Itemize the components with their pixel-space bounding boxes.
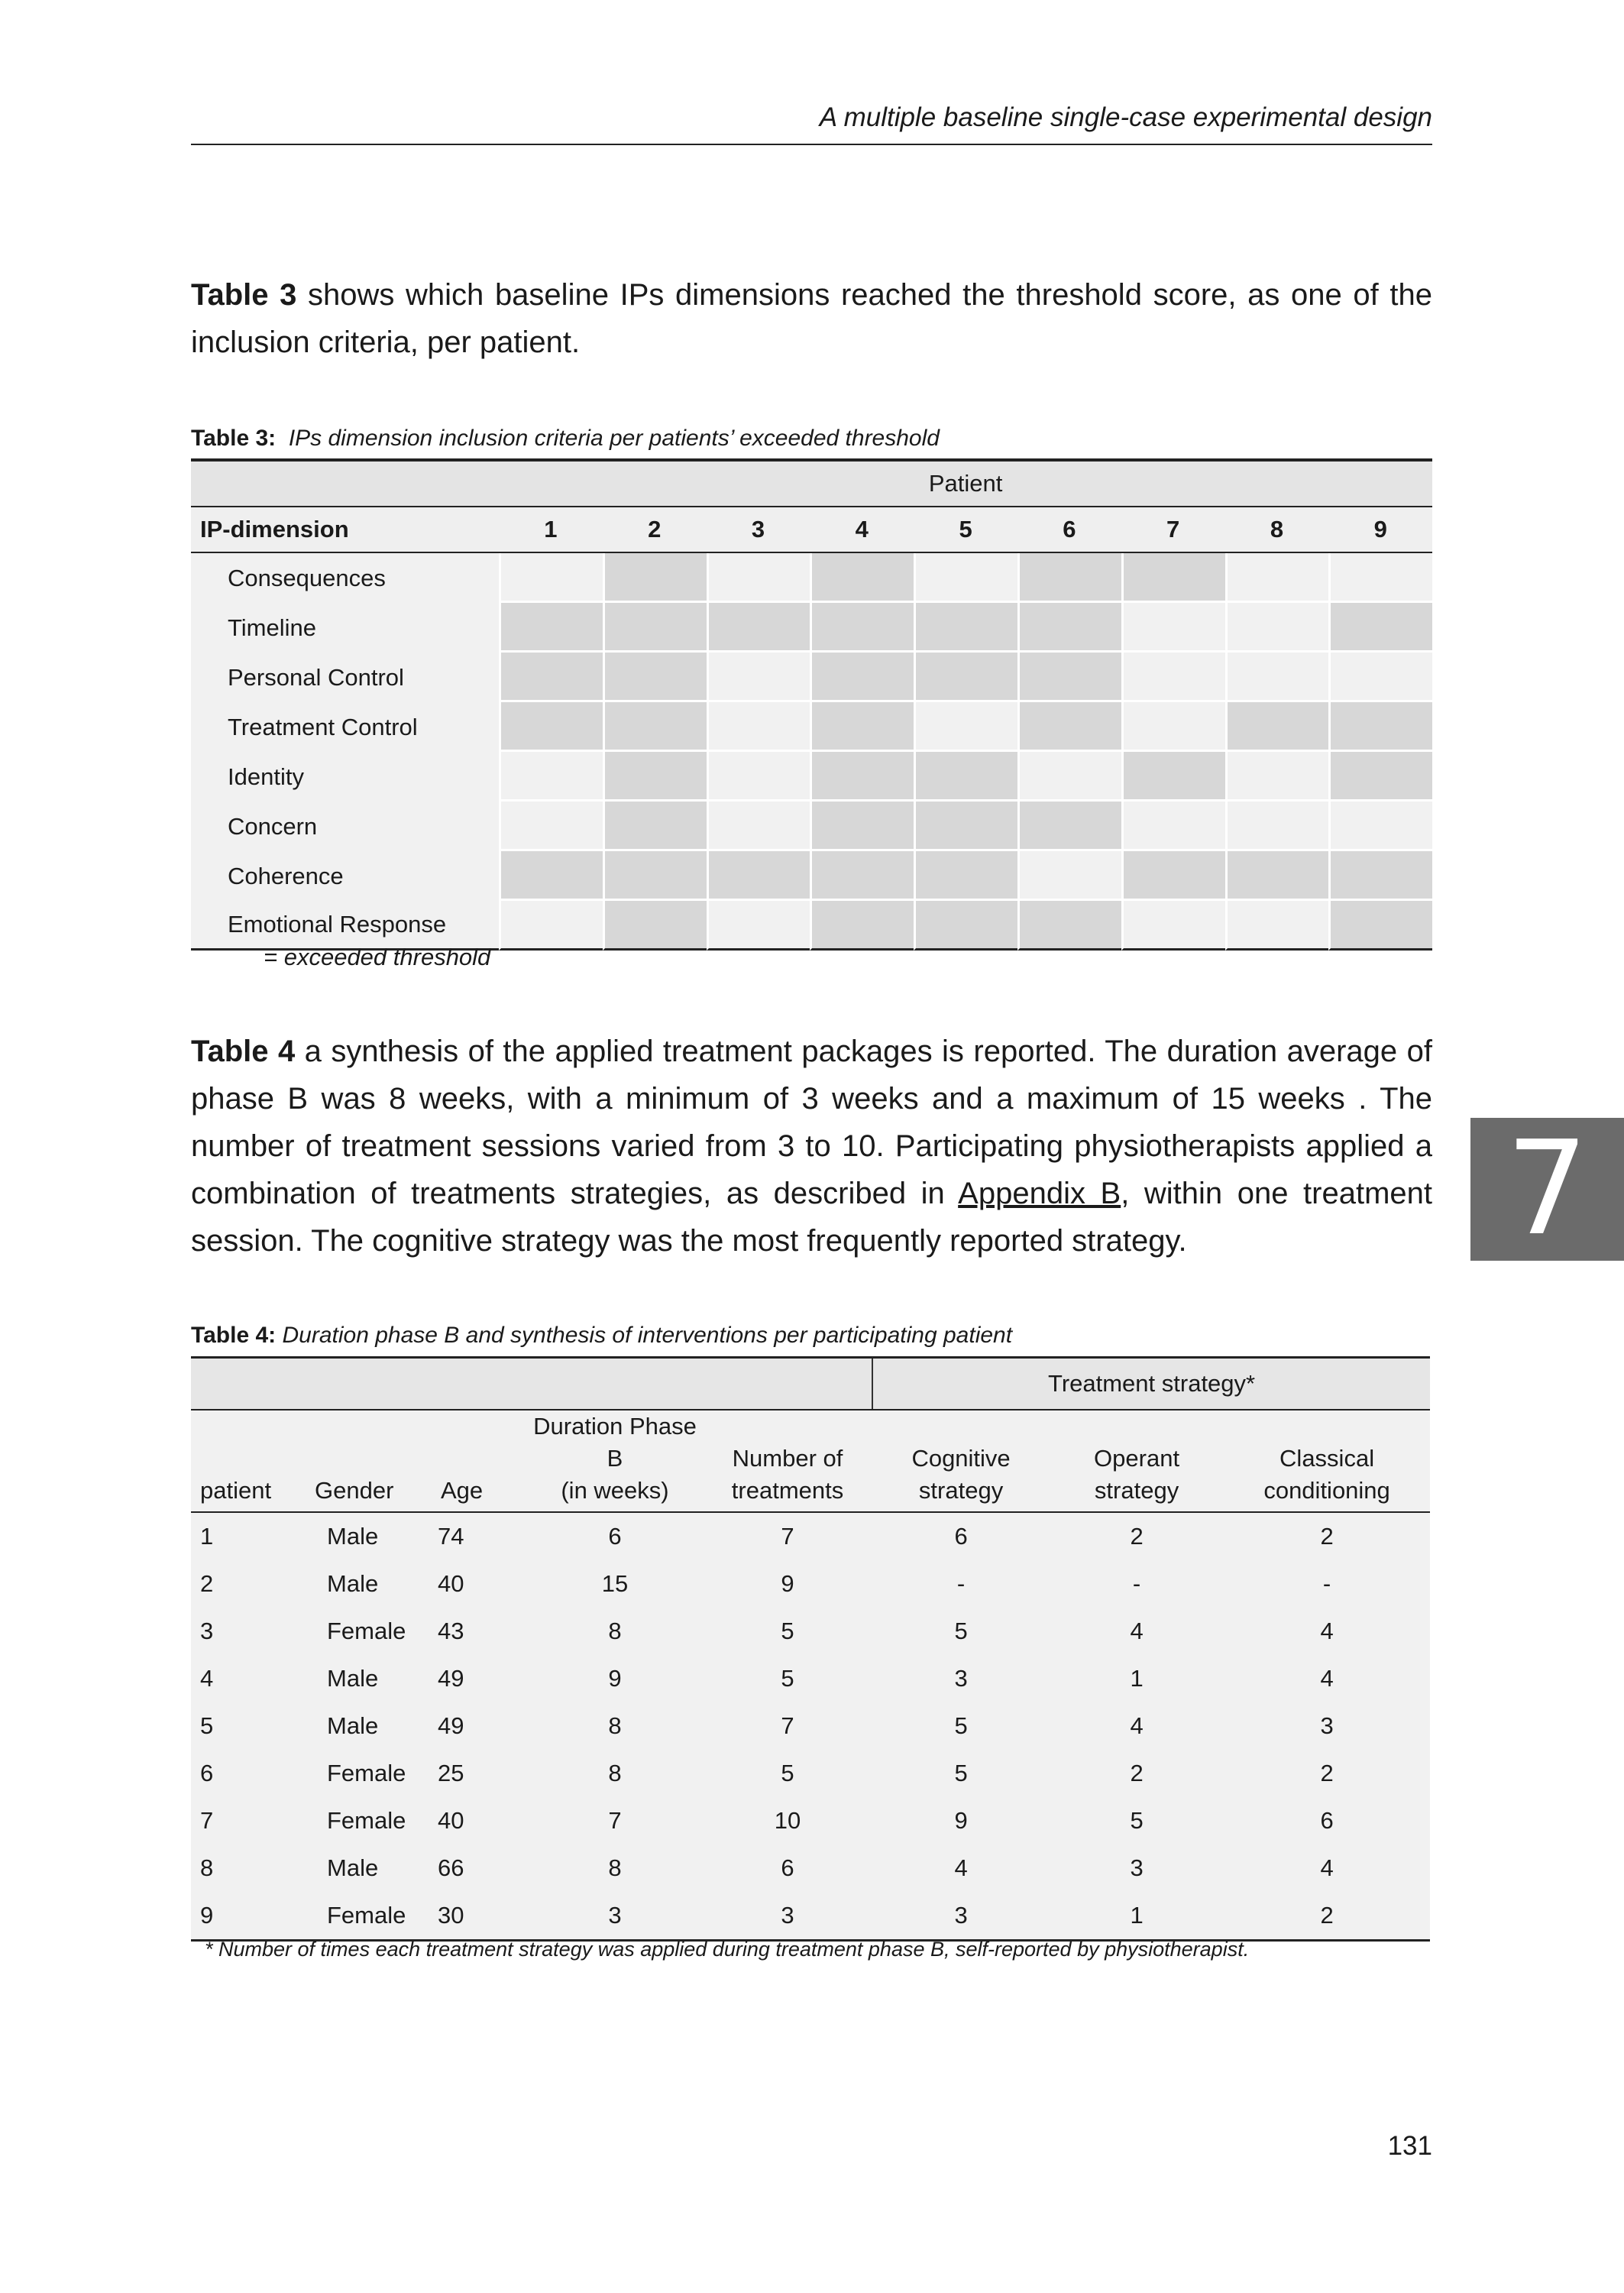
table4-cell-cognitive: - xyxy=(872,1560,1050,1608)
table3-cell-exceeded xyxy=(810,603,914,653)
paragraph-bold-lead: Table 3 xyxy=(191,278,297,312)
table4-header-duration xyxy=(527,1410,703,1512)
table3-patient-number: 3 xyxy=(707,507,810,553)
table3-dimension-header: IP-dimension xyxy=(191,507,499,553)
table3-cell-exceeded xyxy=(603,653,707,702)
table3-cell-exceeded xyxy=(1121,851,1225,901)
table3-cell-not-exceeded xyxy=(499,752,603,802)
table3-cell-not-exceeded xyxy=(914,553,1017,603)
header-line: strategy xyxy=(918,1477,1004,1504)
table3-patient-number: 5 xyxy=(914,507,1017,553)
table4-header-classical xyxy=(1224,1410,1430,1512)
table3-dimension-label: Identity xyxy=(191,752,499,802)
table4-cell-gender: Male xyxy=(306,1560,432,1608)
table3-dimension-label: Personal Control xyxy=(191,653,499,702)
table4-cell-duration: 8 xyxy=(527,1750,703,1797)
table-row xyxy=(191,1892,1430,1941)
table4-cell-gender: Male xyxy=(306,1844,432,1892)
table4-cell-cognitive: 9 xyxy=(872,1797,1050,1844)
table3-cell-exceeded xyxy=(1017,802,1121,851)
table4-cell-patient: 6 xyxy=(191,1750,306,1797)
table3-cell-not-exceeded xyxy=(707,901,810,951)
table4-cell-classical: 2 xyxy=(1224,1892,1430,1941)
table4-cell-gender: Female xyxy=(306,1750,432,1797)
table4-cell-classical: 4 xyxy=(1224,1655,1430,1702)
table4-cell-treatments: 5 xyxy=(703,1608,872,1655)
table4-column-header-row xyxy=(191,1410,1430,1512)
table4-header-age: Age xyxy=(432,1410,527,1512)
paragraph-text: a synthesis of the applied treatment packages is reported. The duration average of phase B was 8 weeks, with a minimum of 3 weeks and a maximum of 15 weeks . The number of treatment sessions varied from 3 to 10. Participating physiotherapists applied a combination of treatments strategies, as described in xyxy=(191,1035,1432,1210)
table4-cell-operant: 3 xyxy=(1050,1844,1224,1892)
table3-cell-not-exceeded xyxy=(707,802,810,851)
header-line: Number of xyxy=(732,1445,843,1472)
table3-cell-exceeded xyxy=(1225,702,1329,752)
table3-cell-exceeded xyxy=(810,653,914,702)
table3-cell-exceeded xyxy=(1121,752,1225,802)
table4 xyxy=(191,1356,1430,1942)
header-line: treatments xyxy=(731,1477,844,1504)
table3-cell-exceeded xyxy=(603,752,707,802)
table4-cell-patient: 2 xyxy=(191,1560,306,1608)
table4-cell-classical: 2 xyxy=(1224,1512,1430,1560)
table3-cell-exceeded xyxy=(499,603,603,653)
table3-cell-not-exceeded xyxy=(499,802,603,851)
table4-cell-treatments: 5 xyxy=(703,1750,872,1797)
table3-cell-exceeded xyxy=(810,901,914,951)
table4-cell-patient: 4 xyxy=(191,1655,306,1702)
table3-column-header-row xyxy=(191,507,1432,553)
table4-cell-patient: 9 xyxy=(191,1892,306,1941)
table4-cell-age: 40 xyxy=(432,1797,527,1844)
table3-patient-number: 6 xyxy=(1017,507,1121,553)
table3-row xyxy=(191,603,1432,653)
header-line: Classical xyxy=(1279,1445,1375,1472)
table4-cell-operant: - xyxy=(1050,1560,1224,1608)
table3-cell-not-exceeded xyxy=(499,553,603,603)
table4-header-operant xyxy=(1050,1410,1224,1512)
table4-cell-age: 43 xyxy=(432,1608,527,1655)
table3-cell-not-exceeded xyxy=(1225,752,1329,802)
table3-cell-not-exceeded xyxy=(1017,851,1121,901)
table3-dimension-label: Timeline xyxy=(191,603,499,653)
table3-cell-not-exceeded xyxy=(1225,553,1329,603)
table4-cell-classical: 4 xyxy=(1224,1608,1430,1655)
table3-caption-label: Table 3: xyxy=(191,426,277,451)
table4-cell-cognitive: 4 xyxy=(872,1844,1050,1892)
paragraph-text: shows which baseline IPs dimensions reached the threshold score, as one of the inclusion criteria, per patient. xyxy=(191,278,1432,359)
header-line: Operant xyxy=(1094,1445,1180,1472)
table3-cell-not-exceeded xyxy=(1225,603,1329,653)
table4-cell-age: 40 xyxy=(432,1560,527,1608)
table3-cell-not-exceeded xyxy=(1225,653,1329,702)
table3-cell-exceeded xyxy=(914,603,1017,653)
table4-cell-operant: 2 xyxy=(1050,1750,1224,1797)
table4-empty-head xyxy=(191,1358,872,1410)
table3-cell-exceeded xyxy=(1328,851,1432,901)
table4-cell-duration: 15 xyxy=(527,1560,703,1608)
table4-cell-duration: 6 xyxy=(527,1512,703,1560)
table4-cell-duration: 8 xyxy=(527,1702,703,1750)
table4-cell-treatments: 9 xyxy=(703,1560,872,1608)
table4-cell-classical: 3 xyxy=(1224,1702,1430,1750)
header-line: Cognitive xyxy=(911,1445,1011,1472)
table3-patient-number: 1 xyxy=(499,507,603,553)
table-row xyxy=(191,1512,1430,1560)
table3-cell-exceeded xyxy=(603,851,707,901)
table3-cell-not-exceeded xyxy=(707,752,810,802)
table4-cell-classical: 4 xyxy=(1224,1844,1430,1892)
table4-cell-operant: 2 xyxy=(1050,1512,1224,1560)
table3-cell-not-exceeded xyxy=(1121,802,1225,851)
table3-cell-exceeded xyxy=(603,901,707,951)
table4-cell-gender: Female xyxy=(306,1608,432,1655)
table4-cell-treatments: 6 xyxy=(703,1844,872,1892)
table3-cell-not-exceeded xyxy=(499,901,603,951)
table4-cell-operant: 1 xyxy=(1050,1892,1224,1941)
table4-cell-treatments: 7 xyxy=(703,1512,872,1560)
chapter-tab: 7 xyxy=(1470,1118,1624,1261)
table4-cell-treatments: 5 xyxy=(703,1655,872,1702)
table3-cell-exceeded xyxy=(603,603,707,653)
table3-dimension-label: Coherence xyxy=(191,851,499,901)
table3-cell-not-exceeded xyxy=(1121,603,1225,653)
table4-cell-duration: 8 xyxy=(527,1844,703,1892)
table3-cell-exceeded xyxy=(603,802,707,851)
table3-cell-not-exceeded xyxy=(707,653,810,702)
table3-cell-exceeded xyxy=(1121,553,1225,603)
table4-cell-gender: Male xyxy=(306,1512,432,1560)
table3-cell-not-exceeded xyxy=(1017,752,1121,802)
table4-cell-patient: 5 xyxy=(191,1702,306,1750)
table3-cell-exceeded xyxy=(810,553,914,603)
paragraph-text: , within one treatment session. The cognitive strategy was the most frequently reported strategy. xyxy=(191,1177,1433,1258)
table4-cell-cognitive: 3 xyxy=(872,1655,1050,1702)
table4-cell-cognitive: 5 xyxy=(872,1608,1050,1655)
table3-cell-exceeded xyxy=(810,851,914,901)
paragraph-table3-intro xyxy=(191,271,1432,366)
table4-group-header-row xyxy=(191,1358,1430,1410)
header-line: Duration Phase B xyxy=(533,1413,697,1472)
table3-legend: = exceeded threshold xyxy=(264,944,491,970)
table4-cell-classical: 6 xyxy=(1224,1797,1430,1844)
table3-patient-number: 4 xyxy=(810,507,914,553)
table4-header-gender: Gender xyxy=(306,1410,432,1512)
table4-header-cognitive xyxy=(872,1410,1050,1512)
table3-cell-exceeded xyxy=(810,802,914,851)
header-rule xyxy=(191,144,1432,145)
table4-cell-treatments: 10 xyxy=(703,1797,872,1844)
table4-cell-classical: 2 xyxy=(1224,1750,1430,1797)
table3-dimension-label: Concern xyxy=(191,802,499,851)
table4-footnote: * Number of times each treatment strategy was applied during treatment phase B, self-reported by physiotherapist. xyxy=(205,1938,1250,1961)
table3-dimension-label: Treatment Control xyxy=(191,702,499,752)
table-row xyxy=(191,1655,1430,1702)
paragraph-bold-lead: Table 4 xyxy=(191,1035,296,1068)
table-row xyxy=(191,1608,1430,1655)
table4-cell-gender: Male xyxy=(306,1702,432,1750)
table3-patient-number: 2 xyxy=(603,507,707,553)
table-row xyxy=(191,1560,1430,1608)
table3-cell-exceeded xyxy=(914,901,1017,951)
table3-cell-not-exceeded xyxy=(1328,653,1432,702)
table4-cell-operant: 1 xyxy=(1050,1655,1224,1702)
table3-cell-exceeded xyxy=(914,752,1017,802)
table-row xyxy=(191,1844,1430,1892)
table3 xyxy=(191,458,1432,951)
table3-row xyxy=(191,752,1432,802)
table3-cell-exceeded xyxy=(1017,901,1121,951)
table4-body xyxy=(191,1512,1430,1941)
table3-cell-exceeded xyxy=(707,851,810,901)
table4-cell-classical: - xyxy=(1224,1560,1430,1608)
table4-cell-treatments: 3 xyxy=(703,1892,872,1941)
table3-cell-exceeded xyxy=(914,802,1017,851)
table3-row xyxy=(191,553,1432,603)
header-line: conditioning xyxy=(1263,1477,1390,1504)
table3-cell-exceeded xyxy=(1328,752,1432,802)
table4-cell-age: 30 xyxy=(432,1892,527,1941)
table3-cell-not-exceeded xyxy=(1121,901,1225,951)
table3-cell-exceeded xyxy=(707,603,810,653)
table4-cell-duration: 7 xyxy=(527,1797,703,1844)
table4-cell-gender: Male xyxy=(306,1655,432,1702)
table4-strategy-header: Treatment strategy* xyxy=(872,1358,1430,1410)
table4-cell-cognitive: 5 xyxy=(872,1702,1050,1750)
table3-body xyxy=(191,553,1432,951)
table3-caption-text: IPs dimension inclusion criteria per patients’ exceeded threshold xyxy=(288,426,940,451)
table4-cell-operant: 4 xyxy=(1050,1702,1224,1750)
table3-cell-not-exceeded xyxy=(1225,901,1329,951)
paragraph-table4-intro xyxy=(191,1028,1432,1265)
table3-row xyxy=(191,802,1432,851)
table4-cell-patient: 7 xyxy=(191,1797,306,1844)
table4-cell-age: 49 xyxy=(432,1655,527,1702)
table3-cell-exceeded xyxy=(1017,653,1121,702)
table3-cell-exceeded xyxy=(810,752,914,802)
table-row xyxy=(191,1750,1430,1797)
header-line: (in weeks) xyxy=(561,1477,669,1504)
table3-cell-exceeded xyxy=(1328,603,1432,653)
table4-cell-duration: 8 xyxy=(527,1608,703,1655)
table3-cell-exceeded xyxy=(1017,702,1121,752)
running-header: A multiple baseline single-case experimental design xyxy=(819,102,1432,132)
table4-header-patient: patient xyxy=(191,1410,306,1512)
table3-cell-not-exceeded xyxy=(1328,553,1432,603)
table3-cell-exceeded xyxy=(1328,901,1432,951)
table3-cell-not-exceeded xyxy=(1225,802,1329,851)
table3-cell-exceeded xyxy=(499,702,603,752)
table3-patient-header: Patient xyxy=(499,458,1432,507)
table4-header-treatments xyxy=(703,1410,872,1512)
table3-cell-not-exceeded xyxy=(707,553,810,603)
table3-empty-head xyxy=(191,458,499,507)
table-row xyxy=(191,1702,1430,1750)
table4-cell-treatments: 7 xyxy=(703,1702,872,1750)
table3-cell-not-exceeded xyxy=(1328,802,1432,851)
table4-caption-text: Duration phase B and synthesis of interventions per participating patient xyxy=(282,1323,1013,1348)
table3-cell-exceeded xyxy=(499,653,603,702)
appendix-b-link[interactable]: Appendix B xyxy=(958,1177,1121,1210)
table4-cell-age: 66 xyxy=(432,1844,527,1892)
table3-cell-exceeded xyxy=(603,553,707,603)
table3-cell-exceeded xyxy=(1017,553,1121,603)
table4-cell-patient: 1 xyxy=(191,1512,306,1560)
table4-cell-duration: 9 xyxy=(527,1655,703,1702)
table3-cell-not-exceeded xyxy=(914,702,1017,752)
table3-cell-exceeded xyxy=(499,851,603,901)
table3-patient-number: 9 xyxy=(1328,507,1432,553)
table3-cell-not-exceeded xyxy=(707,702,810,752)
table3-cell-not-exceeded xyxy=(1121,702,1225,752)
table4-caption-label: Table 4: xyxy=(191,1323,277,1348)
table4-cell-operant: 5 xyxy=(1050,1797,1224,1844)
table3-row xyxy=(191,702,1432,752)
table3-patient-number: 8 xyxy=(1225,507,1329,553)
table3-cell-exceeded xyxy=(1017,603,1121,653)
table4-cell-cognitive: 3 xyxy=(872,1892,1050,1941)
table-row xyxy=(191,1797,1430,1844)
table3-cell-exceeded xyxy=(1225,851,1329,901)
table4-cell-age: 74 xyxy=(432,1512,527,1560)
table4-cell-gender: Female xyxy=(306,1797,432,1844)
table4-cell-duration: 3 xyxy=(527,1892,703,1941)
table3-group-header-row xyxy=(191,458,1432,507)
table3-cell-exceeded xyxy=(810,702,914,752)
table3-cell-not-exceeded xyxy=(1121,653,1225,702)
table3-row xyxy=(191,851,1432,901)
table4-cell-patient: 8 xyxy=(191,1844,306,1892)
table3-dimension-label: Consequences xyxy=(191,553,499,603)
table3-cell-exceeded xyxy=(914,653,1017,702)
table3-dimension-label: Emotional Response xyxy=(191,901,499,951)
table3-row xyxy=(191,653,1432,702)
table3-cell-exceeded xyxy=(603,702,707,752)
table4-caption xyxy=(191,1320,1012,1351)
table4-cell-operant: 4 xyxy=(1050,1608,1224,1655)
table4-cell-patient: 3 xyxy=(191,1608,306,1655)
table3-caption xyxy=(191,423,940,454)
table3-patient-number: 7 xyxy=(1121,507,1225,553)
table3-cell-exceeded xyxy=(1328,702,1432,752)
header-line: strategy xyxy=(1094,1477,1179,1504)
table4-cell-cognitive: 6 xyxy=(872,1512,1050,1560)
table4-cell-age: 49 xyxy=(432,1702,527,1750)
table4-cell-cognitive: 5 xyxy=(872,1750,1050,1797)
table4-cell-age: 25 xyxy=(432,1750,527,1797)
table4-cell-gender: Female xyxy=(306,1892,432,1941)
page-number: 131 xyxy=(1387,2131,1432,2161)
table3-cell-exceeded xyxy=(914,851,1017,901)
